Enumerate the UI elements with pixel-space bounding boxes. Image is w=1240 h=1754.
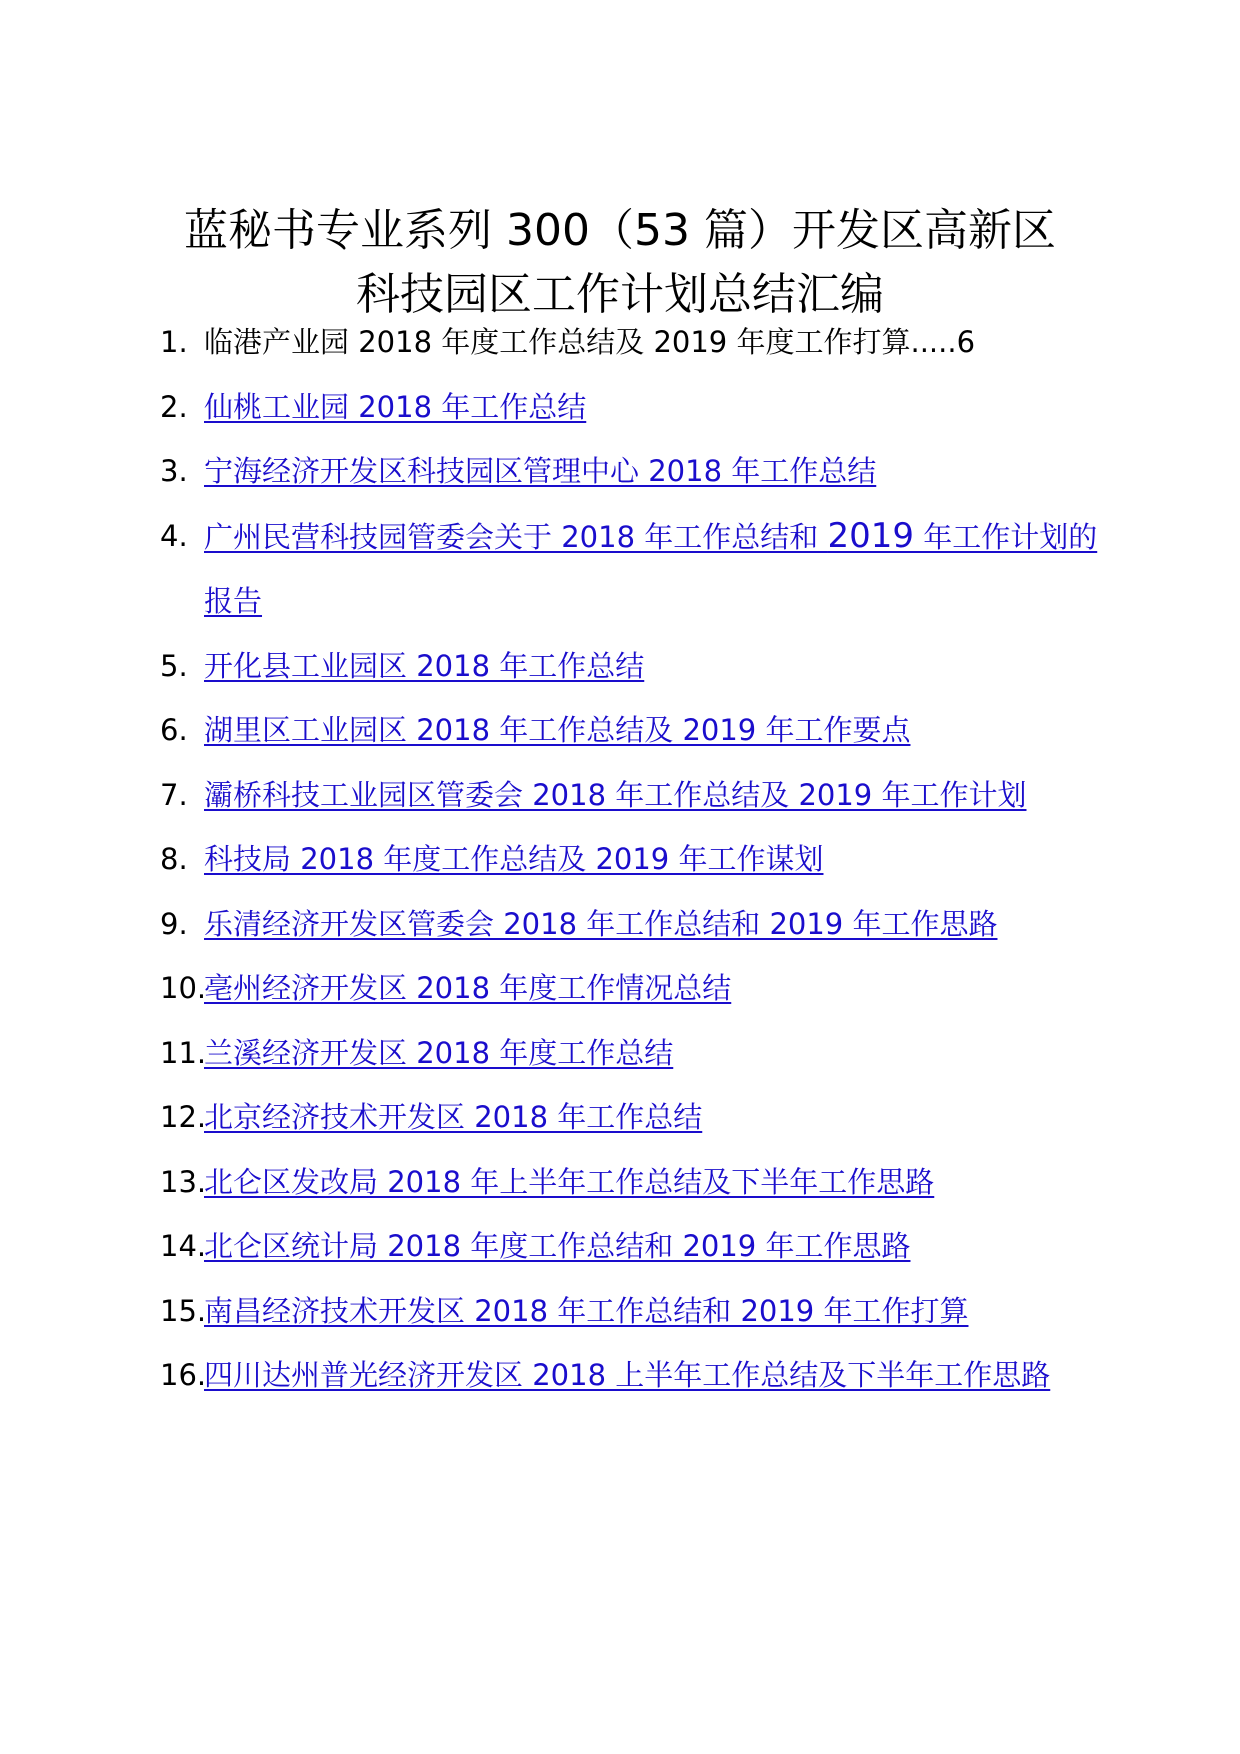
toc-number: 10. [160,971,207,1005]
toc-link[interactable]: 湖里区工业园区 2018 年工作总结及 2019 年工作要点 [204,713,911,747]
toc-link[interactable]: 乐清经济开发区管委会 2018 年工作总结和 2019 年工作思路 [204,906,998,941]
toc-number: 2. [160,389,188,424]
toc-number: 6. [160,713,188,747]
toc-link[interactable]: 北仑区发改局 2018 年上半年工作总结及下半年工作思路 [204,1164,935,1199]
toc-item-13 [160,1150,1100,1215]
toc-number: 15. [160,1293,207,1328]
toc-item-3 [160,439,1100,504]
toc-number: 5. [160,648,188,683]
page-title [140,199,1100,327]
toc-link[interactable]: 科技局 2018 年度工作总结及 2019 年工作谋划 [204,842,824,876]
toc-link[interactable]: 南昌经济技术开发区 2018 年工作总结和 2019 年工作打算 [204,1293,969,1328]
toc-item-2 [160,375,1100,440]
toc-number: 13. [160,1164,207,1199]
toc-link[interactable]: 亳州经济开发区 2018 年度工作情况总结 [204,971,732,1005]
toc-number: 14. [160,1229,207,1263]
toc-item-4 [160,504,1100,634]
toc-item-11 [160,1021,1100,1086]
toc-item-14 [160,1214,1100,1279]
toc-item-6 [160,698,1100,763]
toc-number: 3. [160,454,188,488]
toc-link[interactable]: 兰溪经济开发区 2018 年度工作总结 [204,1035,674,1070]
toc-item-5 [160,634,1100,699]
title-line-2: 科技园区工作计划总结汇编 [356,269,884,321]
toc-link[interactable] [204,515,1098,619]
toc-link[interactable]: 宁海经济开发区科技园区管理中心 2018 年工作总结 [204,454,877,488]
toc-item-16 [160,1343,1100,1408]
toc-link[interactable]: 四川达州普光经济开发区 2018 上半年工作总结及下半年工作思路 [204,1358,1051,1392]
toc-link-part-a: 广州民营科技园管委会关于 2018 年工作总结和 [204,519,828,554]
toc-link-part-b: 年工作计划的报告 [204,519,1098,618]
toc-item-8 [160,827,1100,892]
toc-number: 7. [160,777,188,812]
toc-item-15 [160,1279,1100,1344]
table-of-contents [160,310,1100,1408]
toc-number: 1. [160,325,188,359]
toc-item-7 [160,763,1100,828]
toc-item-1 [160,310,1100,375]
toc-number: 16. [160,1358,207,1392]
toc-link[interactable]: 仙桃工业园 2018 年工作总结 [204,389,587,424]
toc-item-12 [160,1085,1100,1150]
toc-number: 12. [160,1100,207,1134]
toc-number: 8. [160,842,188,876]
toc-link[interactable]: 北京经济技术开发区 2018 年工作总结 [204,1100,703,1134]
toc-link[interactable]: 开化县工业园区 2018 年工作总结 [204,648,645,683]
toc-item-10 [160,956,1100,1021]
toc-entry-text: 临港产业园 2018 年度工作总结及 2019 年度工作打算.....6 [204,325,976,359]
title-line-1: 蓝秘书专业系列 300（53 篇）开发区高新区 [184,205,1056,257]
toc-number: 11. [160,1035,207,1070]
toc-link[interactable]: 北仑区统计局 2018 年度工作总结和 2019 年工作思路 [204,1229,911,1263]
toc-link-year-large: 2019 [827,515,914,556]
toc-number: 4. [160,518,188,553]
toc-item-9 [160,892,1100,957]
toc-number: 9. [160,906,188,941]
toc-link[interactable]: 灞桥科技工业园区管委会 2018 年工作总结及 2019 年工作计划 [204,777,1027,812]
